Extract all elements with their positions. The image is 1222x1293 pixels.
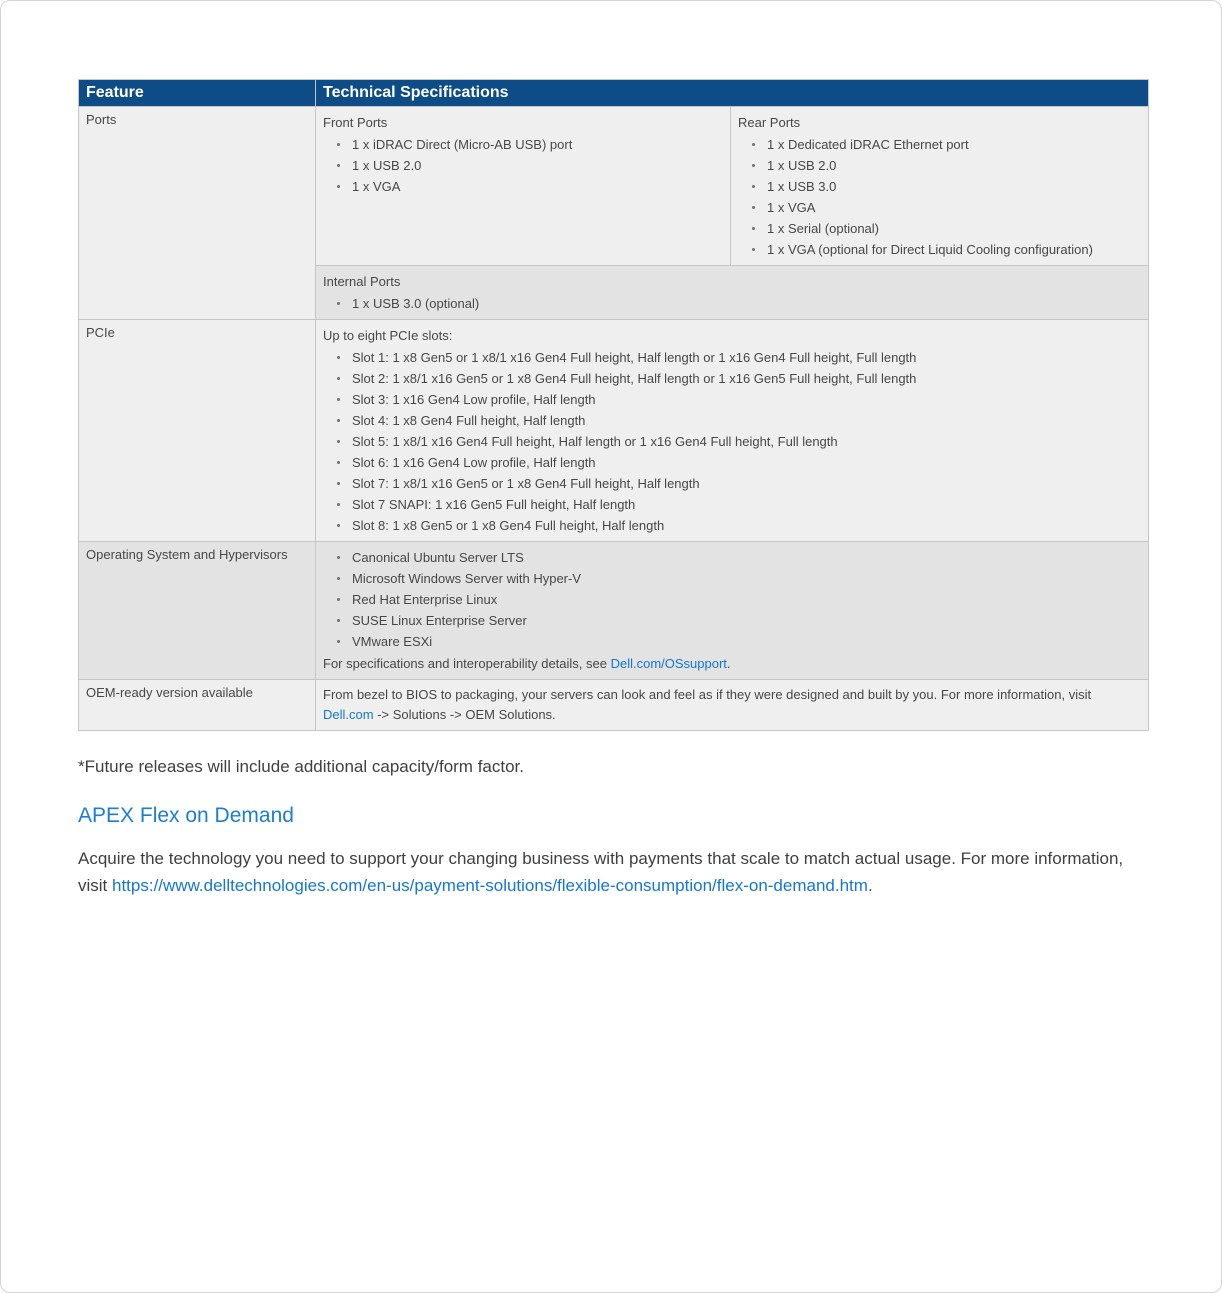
front-ports-title: Front Ports <box>323 115 388 130</box>
table-header-spec: Technical Specifications <box>315 79 1148 106</box>
bullet-icon <box>337 377 340 380</box>
pcie-cell <box>315 319 1148 541</box>
os-cell <box>315 541 1148 679</box>
bullet-icon <box>752 185 755 188</box>
rear-ports-title: Rear Ports <box>738 115 801 130</box>
feature-cell-pcie: PCIe <box>78 319 315 541</box>
list-item <box>331 452 1141 473</box>
internal-ports-cell <box>315 265 1148 319</box>
bullet-icon <box>337 503 340 506</box>
list-item <box>746 155 1141 176</box>
os-footer <box>323 653 1141 674</box>
rear-ports-list <box>738 134 1141 260</box>
rear-ports-cell <box>730 106 1148 265</box>
content-area <box>1 1 1221 899</box>
feature-cell-ports: Ports <box>78 106 315 319</box>
os-support-link[interactable]: Dell.com/OSsupport <box>610 656 727 671</box>
bullet-icon <box>337 419 340 422</box>
bullet-icon <box>337 356 340 359</box>
list-item-text: 1 x iDRAC Direct (Micro-AB USB) port <box>352 137 573 152</box>
list-item-text: Slot 5: 1 x8/1 x16 Gen4 Full height, Half length or 1 x16 Gen4 Full height, Full length <box>352 434 838 449</box>
bullet-icon <box>337 302 340 305</box>
pcie-slot-list <box>323 347 1141 536</box>
bullet-icon <box>337 461 340 464</box>
ports-spec-area <box>315 106 1148 319</box>
list-item <box>746 134 1141 155</box>
list-item-text: 1 x USB 3.0 (optional) <box>352 296 480 311</box>
list-item-text: SUSE Linux Enterprise Server <box>352 613 527 628</box>
apex-text: Acquire the technology you need to support your changing business with payments that scale to match actual usage. For more information, visit <box>78 849 1124 895</box>
os-list <box>323 547 1141 652</box>
oem-text-suffix: -> Solutions -> OEM Solutions. <box>373 707 556 722</box>
bullet-icon <box>752 164 755 167</box>
list-item-text: 1 x USB 2.0 <box>767 158 837 173</box>
bullet-icon <box>337 143 340 146</box>
apex-text-period: . <box>867 876 873 895</box>
list-item-text: Slot 3: 1 x16 Gen4 Low profile, Half length <box>352 392 596 407</box>
bullet-icon <box>337 524 340 527</box>
list-item <box>331 431 1141 452</box>
list-item <box>331 568 1141 589</box>
list-item-text: 1 x VGA <box>767 200 816 215</box>
list-item <box>746 197 1141 218</box>
list-item <box>746 218 1141 239</box>
apex-heading: APEX Flex on Demand <box>78 804 294 827</box>
list-item <box>746 176 1141 197</box>
list-item-text: 1 x USB 3.0 <box>767 179 837 194</box>
table-row-oem <box>78 679 1148 730</box>
bullet-icon <box>752 206 755 209</box>
internal-ports-title: Internal Ports <box>323 274 401 289</box>
list-item-text: Slot 8: 1 x8 Gen5 or 1 x8 Gen4 Full height, Half length <box>352 518 665 533</box>
spec-table <box>78 79 1149 731</box>
list-item <box>331 176 723 197</box>
list-item <box>331 347 1141 368</box>
os-footer-text: For specifications and interoperability details, see <box>323 656 611 671</box>
list-item <box>331 631 1141 652</box>
list-item-text: Slot 1: 1 x8 Gen5 or 1 x8/1 x16 Gen4 Full height, Half length or 1 x16 Gen4 Full height, Full length <box>352 350 917 365</box>
list-item <box>331 155 723 176</box>
internal-ports-list <box>323 293 1141 314</box>
list-item <box>331 547 1141 568</box>
footnote: *Future releases will include additional capacity/form factor. <box>78 757 524 776</box>
list-item <box>331 610 1141 631</box>
list-item <box>331 410 1141 431</box>
list-item-text: Slot 4: 1 x8 Gen4 Full height, Half length <box>352 413 586 428</box>
list-item-text: 1 x USB 2.0 <box>352 158 422 173</box>
list-item <box>331 389 1141 410</box>
bullet-icon <box>337 577 340 580</box>
front-ports-list <box>323 134 723 197</box>
list-item-text: Slot 2: 1 x8/1 x16 Gen5 or 1 x8 Gen4 Full height, Half length or 1 x16 Gen5 Full height, Full length <box>352 371 917 386</box>
flex-on-demand-link[interactable]: https://www.delltechnologies.com/en-us/payment-solutions/flexible-consumption/flex-on-demand.htm <box>112 876 868 895</box>
bullet-icon <box>337 598 340 601</box>
list-item-text: Canonical Ubuntu Server LTS <box>352 550 524 565</box>
list-item <box>331 134 723 155</box>
list-item-text: 1 x Dedicated iDRAC Ethernet port <box>767 137 969 152</box>
feature-cell-os: Operating System and Hypervisors <box>78 541 315 679</box>
table-row-ports <box>78 106 1148 319</box>
bullet-icon <box>337 556 340 559</box>
bullet-icon <box>752 248 755 251</box>
feature-cell-oem: OEM-ready version available <box>78 679 315 730</box>
bullet-icon <box>337 398 340 401</box>
pcie-intro: Up to eight PCIe slots: <box>323 328 453 343</box>
list-item-text: VMware ESXi <box>352 634 433 649</box>
bullet-icon <box>337 440 340 443</box>
bullet-icon <box>752 143 755 146</box>
table-row-pcie <box>78 319 1148 541</box>
list-item-text: Slot 7 SNAPI: 1 x16 Gen5 Full height, Half length <box>352 497 636 512</box>
bullet-icon <box>337 185 340 188</box>
apex-paragraph <box>78 845 1140 899</box>
bullet-icon <box>337 482 340 485</box>
bullet-icon <box>752 227 755 230</box>
list-item-text: Slot 6: 1 x16 Gen4 Low profile, Half length <box>352 455 596 470</box>
table-row-os <box>78 541 1148 679</box>
dell-com-link[interactable]: Dell.com <box>323 707 374 722</box>
bullet-icon <box>337 164 340 167</box>
list-item-text: Microsoft Windows Server with Hyper-V <box>352 571 581 586</box>
table-header-feature: Feature <box>78 79 315 106</box>
list-item <box>331 494 1141 515</box>
list-item <box>746 239 1141 260</box>
oem-text: From bezel to BIOS to packaging, your servers can look and feel as if they were designed and built by you. For more information, visit <box>323 687 1092 702</box>
list-item-text: 1 x VGA (optional for Direct Liquid Cooling configuration) <box>767 242 1093 257</box>
list-item-text: 1 x Serial (optional) <box>767 221 879 236</box>
table-header-row <box>78 79 1148 106</box>
list-item <box>331 589 1141 610</box>
list-item-text: Slot 7: 1 x8/1 x16 Gen5 or 1 x8 Gen4 Full height, Half length <box>352 476 700 491</box>
list-item-text: Red Hat Enterprise Linux <box>352 592 498 607</box>
oem-cell <box>315 679 1148 730</box>
list-item <box>331 515 1141 536</box>
bullet-icon <box>337 640 340 643</box>
list-item <box>331 473 1141 494</box>
os-footer-period: . <box>726 656 731 671</box>
ports-split <box>315 106 1148 265</box>
list-item-text: 1 x VGA <box>352 179 401 194</box>
bullet-icon <box>337 619 340 622</box>
list-item <box>331 293 1141 314</box>
front-ports-cell <box>315 106 730 265</box>
list-item <box>331 368 1141 389</box>
